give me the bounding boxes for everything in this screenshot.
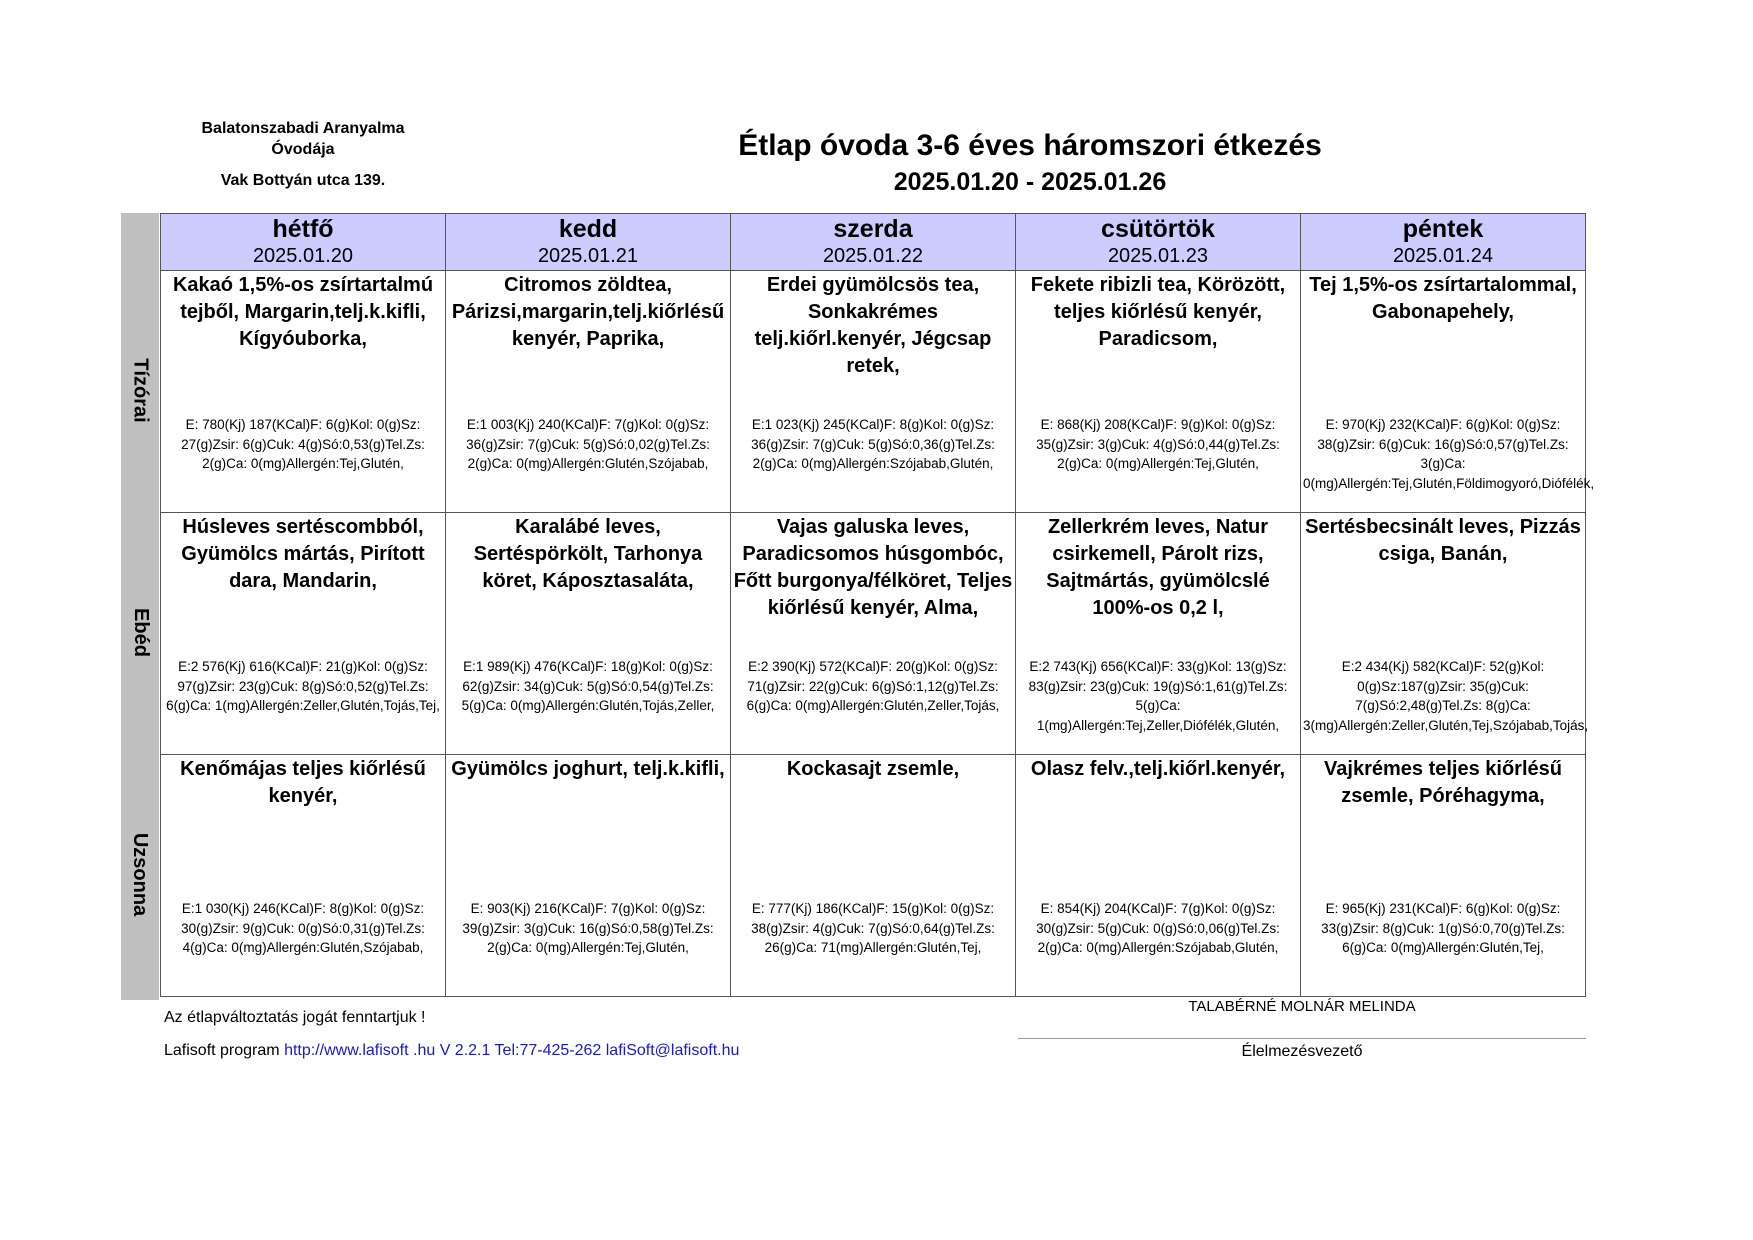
day-date: 2025.01.21 bbox=[537, 245, 639, 267]
menu-cell bbox=[1301, 513, 1589, 755]
food-text: Húsleves sertéscombból, Gyümölcs mártás, Pirított dara, Mandarin, bbox=[181, 516, 425, 592]
nutrition-text: E:2 576(Kj) 616(KCal)F: 21(g)Kol: 0(g)Sz: 97(g)Zsir: 23(g)Cuk: 8(g)Só:0,52(g)Tel.Zs: 6(g)Ca: 1(mg)Allergén:Zeller,Glutén,Tojás,Tej, bbox=[166, 659, 440, 713]
day-name: szerda bbox=[833, 215, 913, 243]
food-text: Vajas galuska leves, Paradicsomos húsgombóc, Főtt burgonya/félköret, Teljes kiőrlésű kenyér, Alma, bbox=[733, 516, 1013, 619]
meal-label-ebed: Ebéd bbox=[129, 608, 152, 657]
day-header-kedd bbox=[446, 214, 731, 271]
nutrition-text: E: 780(Kj) 187(KCal)F: 6(g)Kol: 0(g)Sz: 27(g)Zsir: 6(g)Cuk: 4(g)Só:0,53(g)Tel.Zs: 2(g)Ca: 0(mg)Allergén:Tej,Glutén, bbox=[181, 417, 425, 471]
day-header-row bbox=[161, 214, 1586, 271]
nutrition-text: E: 965(Kj) 231(KCal)F: 6(g)Kol: 0(g)Sz: 33(g)Zsir: 8(g)Cuk: 1(g)Só:0,70(g)Tel.Zs: 6(g)Ca: 0(mg)Allergén:Glutén,Tej, bbox=[1321, 901, 1565, 955]
food-text: Fekete ribizli tea, Körözött, teljes kiőrlésű kenyér, Paradicsom, bbox=[1030, 274, 1286, 350]
menu-cell bbox=[1016, 271, 1301, 513]
day-name: csütörtök bbox=[1101, 215, 1215, 243]
org-name-line2: Óvodája bbox=[271, 141, 335, 158]
nutrition-text: E:2 390(Kj) 572(KCal)F: 20(g)Kol: 0(g)Sz: 71(g)Zsir: 22(g)Cuk: 6(g)Só:1,12(g)Tel.Zs: 6(g)Ca: 0(mg)Allergén:Glutén,Zeller,Tojás, bbox=[746, 659, 1000, 713]
food-text: Sertésbecsinált leves, Pizzás csiga, Banán, bbox=[1305, 516, 1581, 565]
food-text: Kenőmájas teljes kiőrlésű kenyér, bbox=[180, 758, 426, 807]
menu-cell bbox=[731, 513, 1016, 755]
signer-name: TALABÉRNÉ MOLNÁR MELINDA bbox=[1188, 998, 1416, 1015]
disclaimer-note: Az étlapváltoztatás jogát fenntartjuk ! bbox=[164, 1009, 426, 1026]
meal-label-tizorai: Tízórai bbox=[129, 358, 152, 423]
nutrition-text: E:1 989(Kj) 476(KCal)F: 18(g)Kol: 0(g)Sz: 62(g)Zsir: 34(g)Cuk: 5(g)Só:0,54(g)Tel.Zs: 5(g)Ca: 0(mg)Allergén:Glutén,Tojás,Zeller, bbox=[461, 659, 715, 713]
nutrition-text: E:1 023(Kj) 245(KCal)F: 8(g)Kol: 0(g)Sz: 36(g)Zsir: 7(g)Cuk: 5(g)Só:0,36(g)Tel.Zs: 2(g)Ca: 0(mg)Allergén:Szójabab,Glutén, bbox=[751, 417, 995, 471]
nutrition-text: E:1 030(Kj) 246(KCal)F: 8(g)Kol: 0(g)Sz: 30(g)Zsir: 9(g)Cuk: 0(g)Só:0,31(g)Tel.Zs: 4(g)Ca: 0(mg)Allergén:Glutén,Szójabab, bbox=[181, 901, 425, 955]
signature-line bbox=[1018, 1038, 1586, 1039]
menu-cell bbox=[731, 755, 1016, 997]
page-title: Étlap óvoda 3-6 éves háromszori étkezés bbox=[738, 129, 1322, 162]
menu-cell bbox=[731, 271, 1016, 513]
food-text: Kockasajt zsemle, bbox=[786, 758, 960, 780]
day-date: 2025.01.20 bbox=[252, 245, 354, 267]
meal-label-uzsonna: Uzsonna bbox=[129, 832, 152, 917]
menu-cell bbox=[1016, 755, 1301, 997]
menu-cell bbox=[1301, 755, 1586, 997]
day-date: 2025.01.23 bbox=[1107, 245, 1209, 267]
menu-table bbox=[160, 213, 1595, 997]
meal-row-ebed bbox=[161, 513, 1586, 755]
menu-cell bbox=[161, 271, 446, 513]
food-text: Gyümölcs joghurt, telj.k.kifli, bbox=[451, 758, 725, 780]
nutrition-text: E: 970(Kj) 232(KCal)F: 6(g)Kol: 0(g)Sz: 38(g)Zsir: 6(g)Cuk: 16(g)Só:0,57(g)Tel.Zs: 3(g)Ca: 0(mg)Allergén:Tej,Glutén,Földimogyoró,Diófélék, bbox=[1303, 417, 1595, 491]
menu-cell bbox=[446, 755, 731, 997]
food-text: Kakaó 1,5%-os zsírtartalmú tejből, Margarin,telj.k.kifli, Kígyóuborka, bbox=[172, 274, 434, 350]
menu-cell bbox=[446, 271, 731, 513]
day-date: 2025.01.24 bbox=[1392, 245, 1494, 267]
nutrition-text: E: 868(Kj) 208(KCal)F: 9(g)Kol: 0(g)Sz: 35(g)Zsir: 3(g)Cuk: 4(g)Só:0,44(g)Tel.Zs: 2(g)Ca: 0(mg)Allergén:Tej,Glutén, bbox=[1036, 417, 1280, 471]
organization-block bbox=[178, 118, 428, 191]
day-header-szerda bbox=[731, 214, 1016, 271]
menu-cell bbox=[161, 755, 446, 997]
nutrition-text: E:2 743(Kj) 656(KCal)F: 33(g)Kol: 13(g)Sz: 83(g)Zsir: 23(g)Cuk: 19(g)Só:1,61(g)Tel.Zs: 5(g)Ca: 1(mg)Allergén:Tej,Zeller,Diófélék,Glutén, bbox=[1028, 659, 1288, 733]
day-header-csutortok bbox=[1016, 214, 1301, 271]
day-header-pentek bbox=[1301, 214, 1586, 271]
program-link[interactable]: http://www.lafisoft .hu V 2.2.1 Tel:77-425-262 lafiSoft@lafisoft.hu bbox=[284, 1042, 740, 1059]
food-text: Tej 1,5%-os zsírtartalommal, Gabonapehely, bbox=[1309, 274, 1577, 323]
day-name: hétfő bbox=[272, 215, 334, 243]
day-name: péntek bbox=[1402, 215, 1484, 243]
program-credit bbox=[164, 1042, 739, 1060]
food-text: Vajkrémes teljes kiőrlésű zsemle, Póréhagyma, bbox=[1324, 758, 1562, 807]
meal-row-tizorai bbox=[161, 271, 1586, 513]
food-text: Zellerkrém leves, Natur csirkemell, Párolt rizs, Sajtmártás, gyümölcslé 100%-os 0,2 l, bbox=[1046, 516, 1270, 619]
food-text: Olasz felv.,telj.kiőrl.kenyér, bbox=[1030, 758, 1286, 780]
day-name: kedd bbox=[558, 215, 618, 243]
nutrition-text: E: 777(Kj) 186(KCal)F: 15(g)Kol: 0(g)Sz: 38(g)Zsir: 4(g)Cuk: 7(g)Só:0,64(g)Tel.Zs: 26(g)Ca: 71(mg)Allergén:Glutén,Tej, bbox=[751, 901, 995, 955]
nutrition-text: E:1 003(Kj) 240(KCal)F: 7(g)Kol: 0(g)Sz: 36(g)Zsir: 7(g)Cuk: 5(g)Só:0,02(g)Tel.Zs: 2(g)Ca: 0(mg)Allergén:Glutén,Szójabab, bbox=[466, 417, 710, 471]
org-name: Balatonszabadi Aranyalma bbox=[201, 120, 405, 137]
food-text: Erdei gyümölcsös tea, Sonkakrémes telj.kiőrl.kenyér, Jégcsap retek, bbox=[754, 274, 992, 377]
org-address: Vak Bottyán utca 139. bbox=[220, 172, 386, 189]
menu-cell bbox=[161, 513, 446, 755]
food-text: Karalábé leves, Sertéspörkölt, Tarhonya köret, Káposztasaláta, bbox=[473, 516, 703, 592]
menu-cell bbox=[1016, 513, 1301, 755]
nutrition-text: E:2 434(Kj) 582(KCal)F: 52(g)Kol: 0(g)Sz:187(g)Zsir: 35(g)Cuk: 7(g)Só:2,48(g)Tel.Zs: 8(g)Ca: 3(mg)Allergén:Zeller,Glutén,Tej,Szójabab,Tojás, bbox=[1303, 659, 1589, 733]
nutrition-text: E: 854(Kj) 204(KCal)F: 7(g)Kol: 0(g)Sz: 30(g)Zsir: 5(g)Cuk: 0(g)Só:0,06(g)Tel.Zs: 2(g)Ca: 0(mg)Allergén:Szójabab,Glutén, bbox=[1036, 901, 1280, 955]
food-text: Citromos zöldtea, Párizsi,margarin,telj.kiőrlésű kenyér, Paprika, bbox=[451, 274, 725, 350]
signer-role: Élelmezésvezető bbox=[1241, 1043, 1363, 1060]
meal-row-uzsonna bbox=[161, 755, 1586, 997]
nutrition-text: E: 903(Kj) 216(KCal)F: 7(g)Kol: 0(g)Sz: 39(g)Zsir: 3(g)Cuk: 16(g)Só:0,58(g)Tel.Zs: 2(g)Ca: 0(mg)Allergén:Tej,Glutén, bbox=[462, 901, 714, 955]
menu-cell bbox=[1301, 271, 1595, 513]
menu-cell bbox=[446, 513, 731, 755]
day-header-hetfo bbox=[161, 214, 446, 271]
date-range: 2025.01.20 - 2025.01.26 bbox=[893, 168, 1167, 196]
program-prefix: Lafisoft program bbox=[164, 1042, 285, 1059]
day-date: 2025.01.22 bbox=[822, 245, 924, 267]
